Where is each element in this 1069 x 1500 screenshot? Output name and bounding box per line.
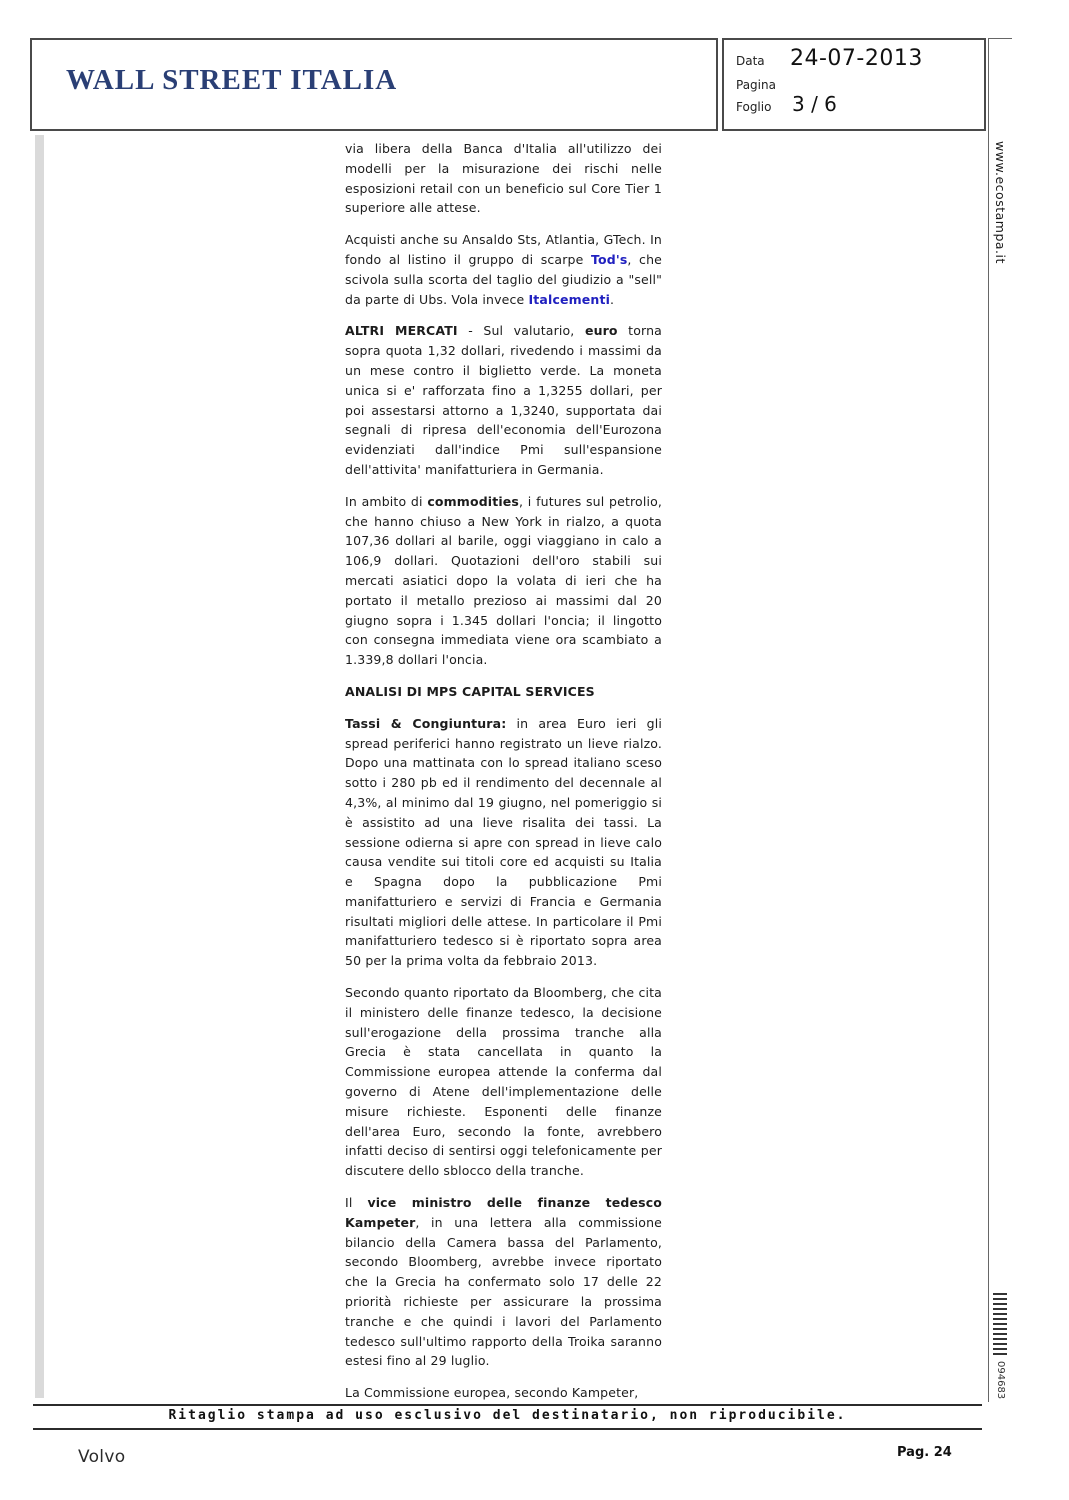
stock-name-highlight: Tod's [590,251,628,267]
article-paragraph [345,1383,662,1403]
text-run: , in una lettera alla commissione bilancio della Camera bassa del Parlamento, secondo Bloomberg, avrebbe invece riportato che la Grecia ha confermato solo 17 delle 22 priorità richieste per assicurare la prossima tranche e che quindi i lavori del Parlamento tedesco sull'ultimo rapporto della Troika saranno estesi fino al 29 luglio. [345,1214,662,1369]
data-label: Data [736,54,765,68]
article-paragraph [345,321,662,479]
bold-run: euro [584,323,618,339]
publication-logo: WALL STREET ITALIA [66,64,398,96]
clipping-meta-box [722,38,986,131]
text-run: torna sopra quota 1,32 dollari, rivedendo i massimi da un mese contro il biglietto verde. La moneta unica si e' rafforzata fino a 1,3255 dollari, per poi assestarsi attorno a 1,3240, supportata dai segnali di ripresa dell'economia dell'Eurozona evidenziati dall'indice Pmi sull'espansione dell'attivita' manifatturiera in Germania. [345,323,662,477]
pagina-label: Pagina [736,78,776,92]
scan-artifact-band [35,135,44,1398]
barcode [993,1291,1007,1355]
foglio-label: Foglio [736,100,772,114]
foglio-value: 3 / 6 [792,92,837,116]
footer-rule-top [33,1404,982,1406]
bold-run: Tassi & Congiuntura: [345,715,507,731]
clip-code: 094683 [995,1361,1006,1400]
text-run: La Commissione europea, secondo Kampeter, [345,1385,639,1401]
text-run: , i futures sul petrolio, che hanno chiuso a New York in rialzo, a quota 107,36 dollari al barile, oggi viaggiano in calo a 106,9 dollari. Quotazioni dell'oro stabili sui mercati asiatici dopo la volata di ieri che ha portato il metallo prezioso ai massimi dal 20 giugno sopra i 1.345 dollari l'oncia; il lingotto con consegna immediata viene ora scambiato a 1.339,8 dollari l'oncia. [345,493,662,668]
text-run: Il [345,1195,368,1211]
stock-name-highlight: Italcementi [528,291,611,307]
page-reference: Pag. 24 [897,1445,952,1460]
ecostampa-url: www.ecostampa.it [993,141,1008,264]
article-body [345,139,662,1415]
data-value: 24-07-2013 [790,46,923,71]
article-paragraph [345,1193,662,1371]
bold-run: vice ministro delle finanze tedesco Kampeter [345,1195,662,1230]
article-paragraph [345,230,662,309]
text-run: . [610,291,615,307]
publication-logo-box [30,38,718,131]
bold-run: ALTRI MERCATI [345,323,458,339]
text-run: in area Euro ieri gli spread periferici hanno registrato un lieve rialzo. Dopo una mattinata con lo spread italiano sceso sotto i 280 pb ed il rendimento del decennale al 4,3%, al minimo dal 19 giugno, nel pomeriggio si è assistito ad una lieve risalita dei tassi. La sessione odierna si apre con spread in lieve calo causa vendite sui titoli core ed acquisti su Italia e Spagna dopo la pubblicazione Pmi manifatturiero e servizi di Francia e Germania risultati migliori delle attese. In particolare il Pmi manifatturiero tedesco si è riportato sopra area 50 per la prima volta da febbraio 2013. [345,715,662,969]
text-run: via libera della Banca d'Italia all'utilizzo dei modelli per la misurazione dei rischi nelle esposizioni retail con un beneficio sul Core Tier 1 superiore alle attese. [345,141,662,216]
article-heading [345,682,662,702]
text-run: Acquisti anche su Ansaldo Sts, Atlantia, GTech. In fondo al listino il gruppo di scarpe [345,232,662,267]
bold-run: ANALISI DI MPS CAPITAL SERVICES [345,683,595,699]
footer-rule-bottom [33,1428,982,1430]
article-paragraph [345,983,662,1181]
article-paragraph [345,139,662,218]
bold-run: commodities [427,493,520,509]
article-paragraph [345,492,662,670]
ecostampa-strip [988,38,1012,1402]
text-run: Secondo quanto riportato da Bloomberg, che cita il ministero delle finanze tedesco, la decisione sull'erogazione della prossima tranche alla Grecia è stata cancellata in quanto la Commissione europea attende la conferma dal governo di Atene dell'implementazione delle misure richieste. Esponenti delle finanze dell'area Euro, secondo la fonte, avrebbero infatti deciso di sentirsi oggi telefonicamente per discutere dello sblocco della tranche. [345,985,662,1179]
text-run: - Sul valutario, [457,323,585,339]
text-run: In ambito di [345,493,428,509]
text-run: , che scivola sulla scorta del taglio del giudizio a "sell" da parte di Ubs. Vola invece [345,251,662,307]
article-paragraph [345,714,662,971]
ritaglio-disclaimer: Ritaglio stampa ad uso esclusivo del destinatario, non riproducibile. [168,1408,847,1423]
client-brand: Volvo [78,1447,126,1467]
